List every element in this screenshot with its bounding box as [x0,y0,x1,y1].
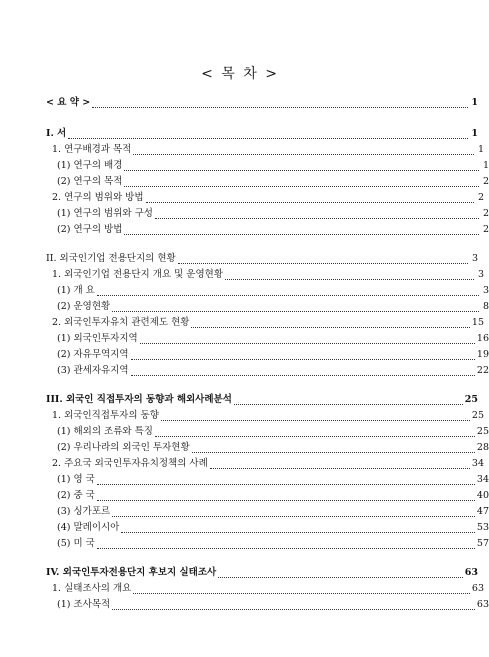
toc-entry-page: 40 [476,490,489,501]
dot-leader [210,459,470,469]
toc-entry[interactable] [0,175,489,189]
toc-entry-label: (1) 해외의 조류와 특징 [57,426,153,437]
dot-leader [133,145,474,155]
dot-leader [178,254,468,264]
toc-entry-page: 63 [464,567,478,578]
toc-entry-label: 1. 외국인기업 전용단지 개요 및 운영현황 [52,269,223,280]
dot-leader [97,475,475,485]
dot-leader [124,177,479,187]
toc-entry-page: 1 [471,97,478,108]
dot-leader [131,350,475,360]
toc-entry[interactable] [0,191,484,205]
toc-entry[interactable] [0,425,489,439]
toc-entry[interactable] [0,127,478,141]
dot-leader [131,366,475,376]
dot-leader [234,395,463,405]
toc-entry-label: (2) 우리나라의 외국인 투자현황 [57,442,190,453]
toc-entry-page: 25 [464,394,478,405]
toc-entry-label: 1. 실태조사의 개요 [52,583,132,594]
toc-entry-label: (1) 영 국 [57,474,95,485]
toc-entry[interactable] [0,316,484,330]
toc-entry-page: 25 [471,410,484,421]
toc-entry[interactable] [0,566,478,580]
toc-entry-page: 53 [476,522,489,533]
page-title: < 목 차 > [201,66,279,82]
toc-entry-page: 8 [482,301,489,312]
dot-leader [161,411,470,421]
toc-entry[interactable] [0,284,489,298]
toc-entry-label: 2. 주요국 외국인투자유치정책의 사례 [52,458,208,469]
dot-leader [225,270,474,280]
toc-entry-label: 2. 연구의 범위와 방법 [52,192,144,203]
toc-entry[interactable] [0,143,484,157]
toc-entry-label: 1. 연구배경과 목적 [52,144,132,155]
toc-entry-page: 34 [471,458,484,469]
dot-leader [92,98,468,108]
toc-entry[interactable] [0,473,489,487]
toc-entry[interactable] [0,582,484,596]
toc-entry[interactable] [0,393,478,407]
dot-leader [133,584,470,594]
dot-leader [155,427,475,437]
toc-entry[interactable] [0,521,489,535]
dot-leader [121,523,475,533]
toc-entry-page: 47 [476,506,489,517]
toc-entry-label: III. 외국인 직접투자의 동향과 해외사례분석 [46,394,232,405]
toc-entry-label: 1. 외국인직접투자의 동향 [52,410,159,421]
toc-entry-page: 3 [477,269,484,280]
toc-entry[interactable] [0,409,484,423]
toc-entry-label: (2) 연구의 방법 [57,224,123,235]
dot-leader [218,568,463,578]
toc-entry-label: (1) 외국인투자지역 [57,333,138,344]
toc-entry[interactable] [0,598,489,612]
toc-entry[interactable] [0,223,489,237]
toc-entry-page: 2 [477,192,484,203]
toc-entry[interactable] [0,537,489,551]
toc-entry-page: 1 [471,128,478,139]
toc-entry[interactable] [0,457,484,471]
toc-entry-page: 25 [476,426,489,437]
toc-entry-label: (2) 중 국 [57,490,95,501]
toc-entry-label: (3) 관세자유지역 [57,365,129,376]
toc-entry-label: < 요 약 > [46,97,91,108]
toc-entry-page: 2 [482,208,489,219]
toc-entry-page: 34 [476,474,489,485]
toc-entry-page: 3 [471,253,478,264]
toc-entry-label: (5) 미 국 [57,538,95,549]
toc-entry-label: (1) 연구의 배경 [57,160,123,171]
toc-entry[interactable] [0,505,489,519]
toc-entry-label: (3) 싱가포르 [57,506,111,517]
toc-entry-page: 63 [476,599,489,610]
toc-entry[interactable] [0,489,489,503]
toc-entry[interactable] [0,207,489,221]
toc-entry[interactable] [0,332,489,346]
toc-entry-page: 15 [471,317,484,328]
dot-leader [191,318,469,328]
toc-entry-label: (1) 개 요 [57,285,95,296]
dot-leader [97,539,475,549]
toc-entry-page: 2 [482,224,489,235]
toc-entry-label: II. 외국인기업 전용단지의 현황 [46,253,176,264]
toc-entry[interactable] [0,96,478,110]
toc-entry[interactable] [0,268,484,282]
dot-leader [112,600,475,610]
toc-entry-page: 16 [476,333,489,344]
toc-entry[interactable] [0,159,489,173]
toc-entry-page: 1 [477,144,484,155]
toc-entry-page: 2 [482,176,489,187]
toc-entry[interactable] [0,252,478,266]
toc-entry-label: IV. 외국인투자전용단지 후보지 실태조사 [46,567,217,578]
toc-entry-page: 63 [471,583,484,594]
dot-leader [68,129,468,139]
dot-leader [192,443,475,453]
dot-leader [140,334,475,344]
toc-entry-page: 3 [482,285,489,296]
toc-entry-page: 57 [476,538,489,549]
toc-entry-page: 1 [482,160,489,171]
toc-entry-label: (2) 운영현황 [57,301,111,312]
dot-leader [112,507,475,517]
dot-leader [124,161,479,171]
dot-leader [124,225,479,235]
toc-entry-label: (1) 연구의 범위와 구성 [57,208,153,219]
toc-entry-page: 19 [476,349,489,360]
toc-entry[interactable] [0,441,489,455]
toc-entry-label: (2) 자유무역지역 [57,349,129,360]
dot-leader [112,302,479,312]
toc-entry-label: (4) 말레이시아 [57,522,120,533]
toc-entry-label: (1) 조사목적 [57,599,111,610]
toc-entry-page: 22 [476,365,489,376]
toc-entry-label: (2) 연구의 목적 [57,176,123,187]
dot-leader [146,193,474,203]
toc-entry[interactable] [0,300,489,314]
dot-leader [97,286,479,296]
toc-entry-page: 28 [476,442,489,453]
toc-entry[interactable] [0,364,489,378]
dot-leader [97,491,475,501]
toc-entry-label: 2. 외국인투자유치 관련제도 현황 [52,317,190,328]
toc-entry-label: I. 서 [46,128,67,139]
dot-leader [155,209,479,219]
toc-entry[interactable] [0,348,489,362]
